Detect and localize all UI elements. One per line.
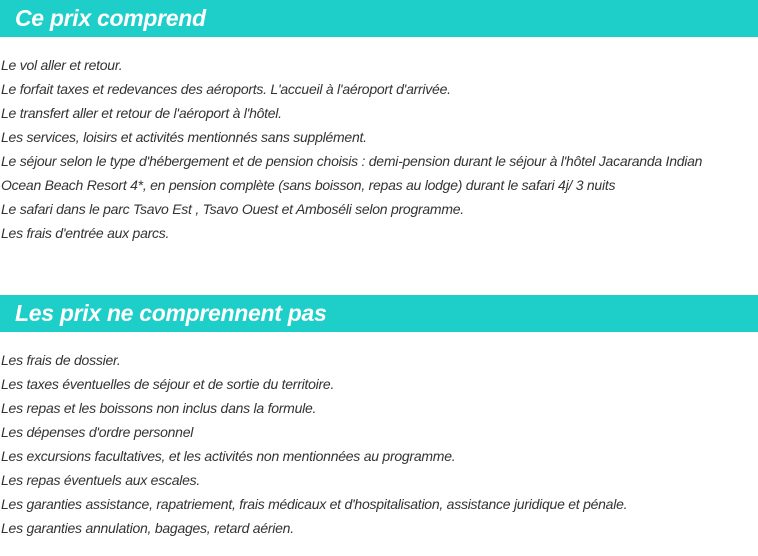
excluded-item: Les frais de dossier. bbox=[1, 352, 121, 368]
included-item: Les frais d'entrée aux parcs. bbox=[1, 225, 170, 241]
excluded-item: Les dépenses d'ordre personnel bbox=[1, 424, 194, 440]
included-item: Le forfait taxes et redevances des aéroports. L'accueil à l'aéroport d'arrivée. bbox=[1, 81, 451, 97]
excluded-items-list bbox=[1, 348, 753, 540]
excluded-item: Les garanties assistance, rapatriement, frais médicaux et d'hospitalisation, assistance juridique et pénale. bbox=[1, 496, 628, 512]
included-section-header bbox=[0, 0, 758, 37]
included-item: Ocean Beach Resort 4*, en pension complète (sans boisson, repas au lodge) durant le safari 4j/ 3 nuits bbox=[1, 177, 616, 193]
excluded-item: Les excursions facultatives, et les activités non mentionnées au programme. bbox=[1, 448, 456, 464]
included-items-list bbox=[1, 53, 753, 245]
included-section-title: Ce prix comprend bbox=[15, 5, 206, 31]
excluded-item: Les taxes éventuelles de séjour et de sortie du territoire. bbox=[1, 376, 335, 392]
included-item: Les services, loisirs et activités mentionnés sans supplément. bbox=[1, 129, 367, 145]
included-item: Le vol aller et retour. bbox=[1, 57, 123, 73]
included-item: Le safari dans le parc Tsavo Est , Tsavo Ouest et Amboséli selon programme. bbox=[1, 201, 464, 217]
excluded-item: Les repas et les boissons non inclus dans la formule. bbox=[1, 400, 317, 416]
included-item: Le transfert aller et retour de l'aéroport à l'hôtel. bbox=[1, 105, 282, 121]
excluded-item: Les garanties annulation, bagages, retard aérien. bbox=[1, 520, 294, 536]
included-item: Le séjour selon le type d'hébergement et de pension choisis : demi-pension durant le séjour à l'hôtel Jacaranda Indian bbox=[1, 153, 703, 169]
excluded-item: Les repas éventuels aux escales. bbox=[1, 472, 201, 488]
excluded-section-header bbox=[0, 295, 758, 332]
excluded-section-title: Les prix ne comprennent pas bbox=[15, 300, 327, 326]
